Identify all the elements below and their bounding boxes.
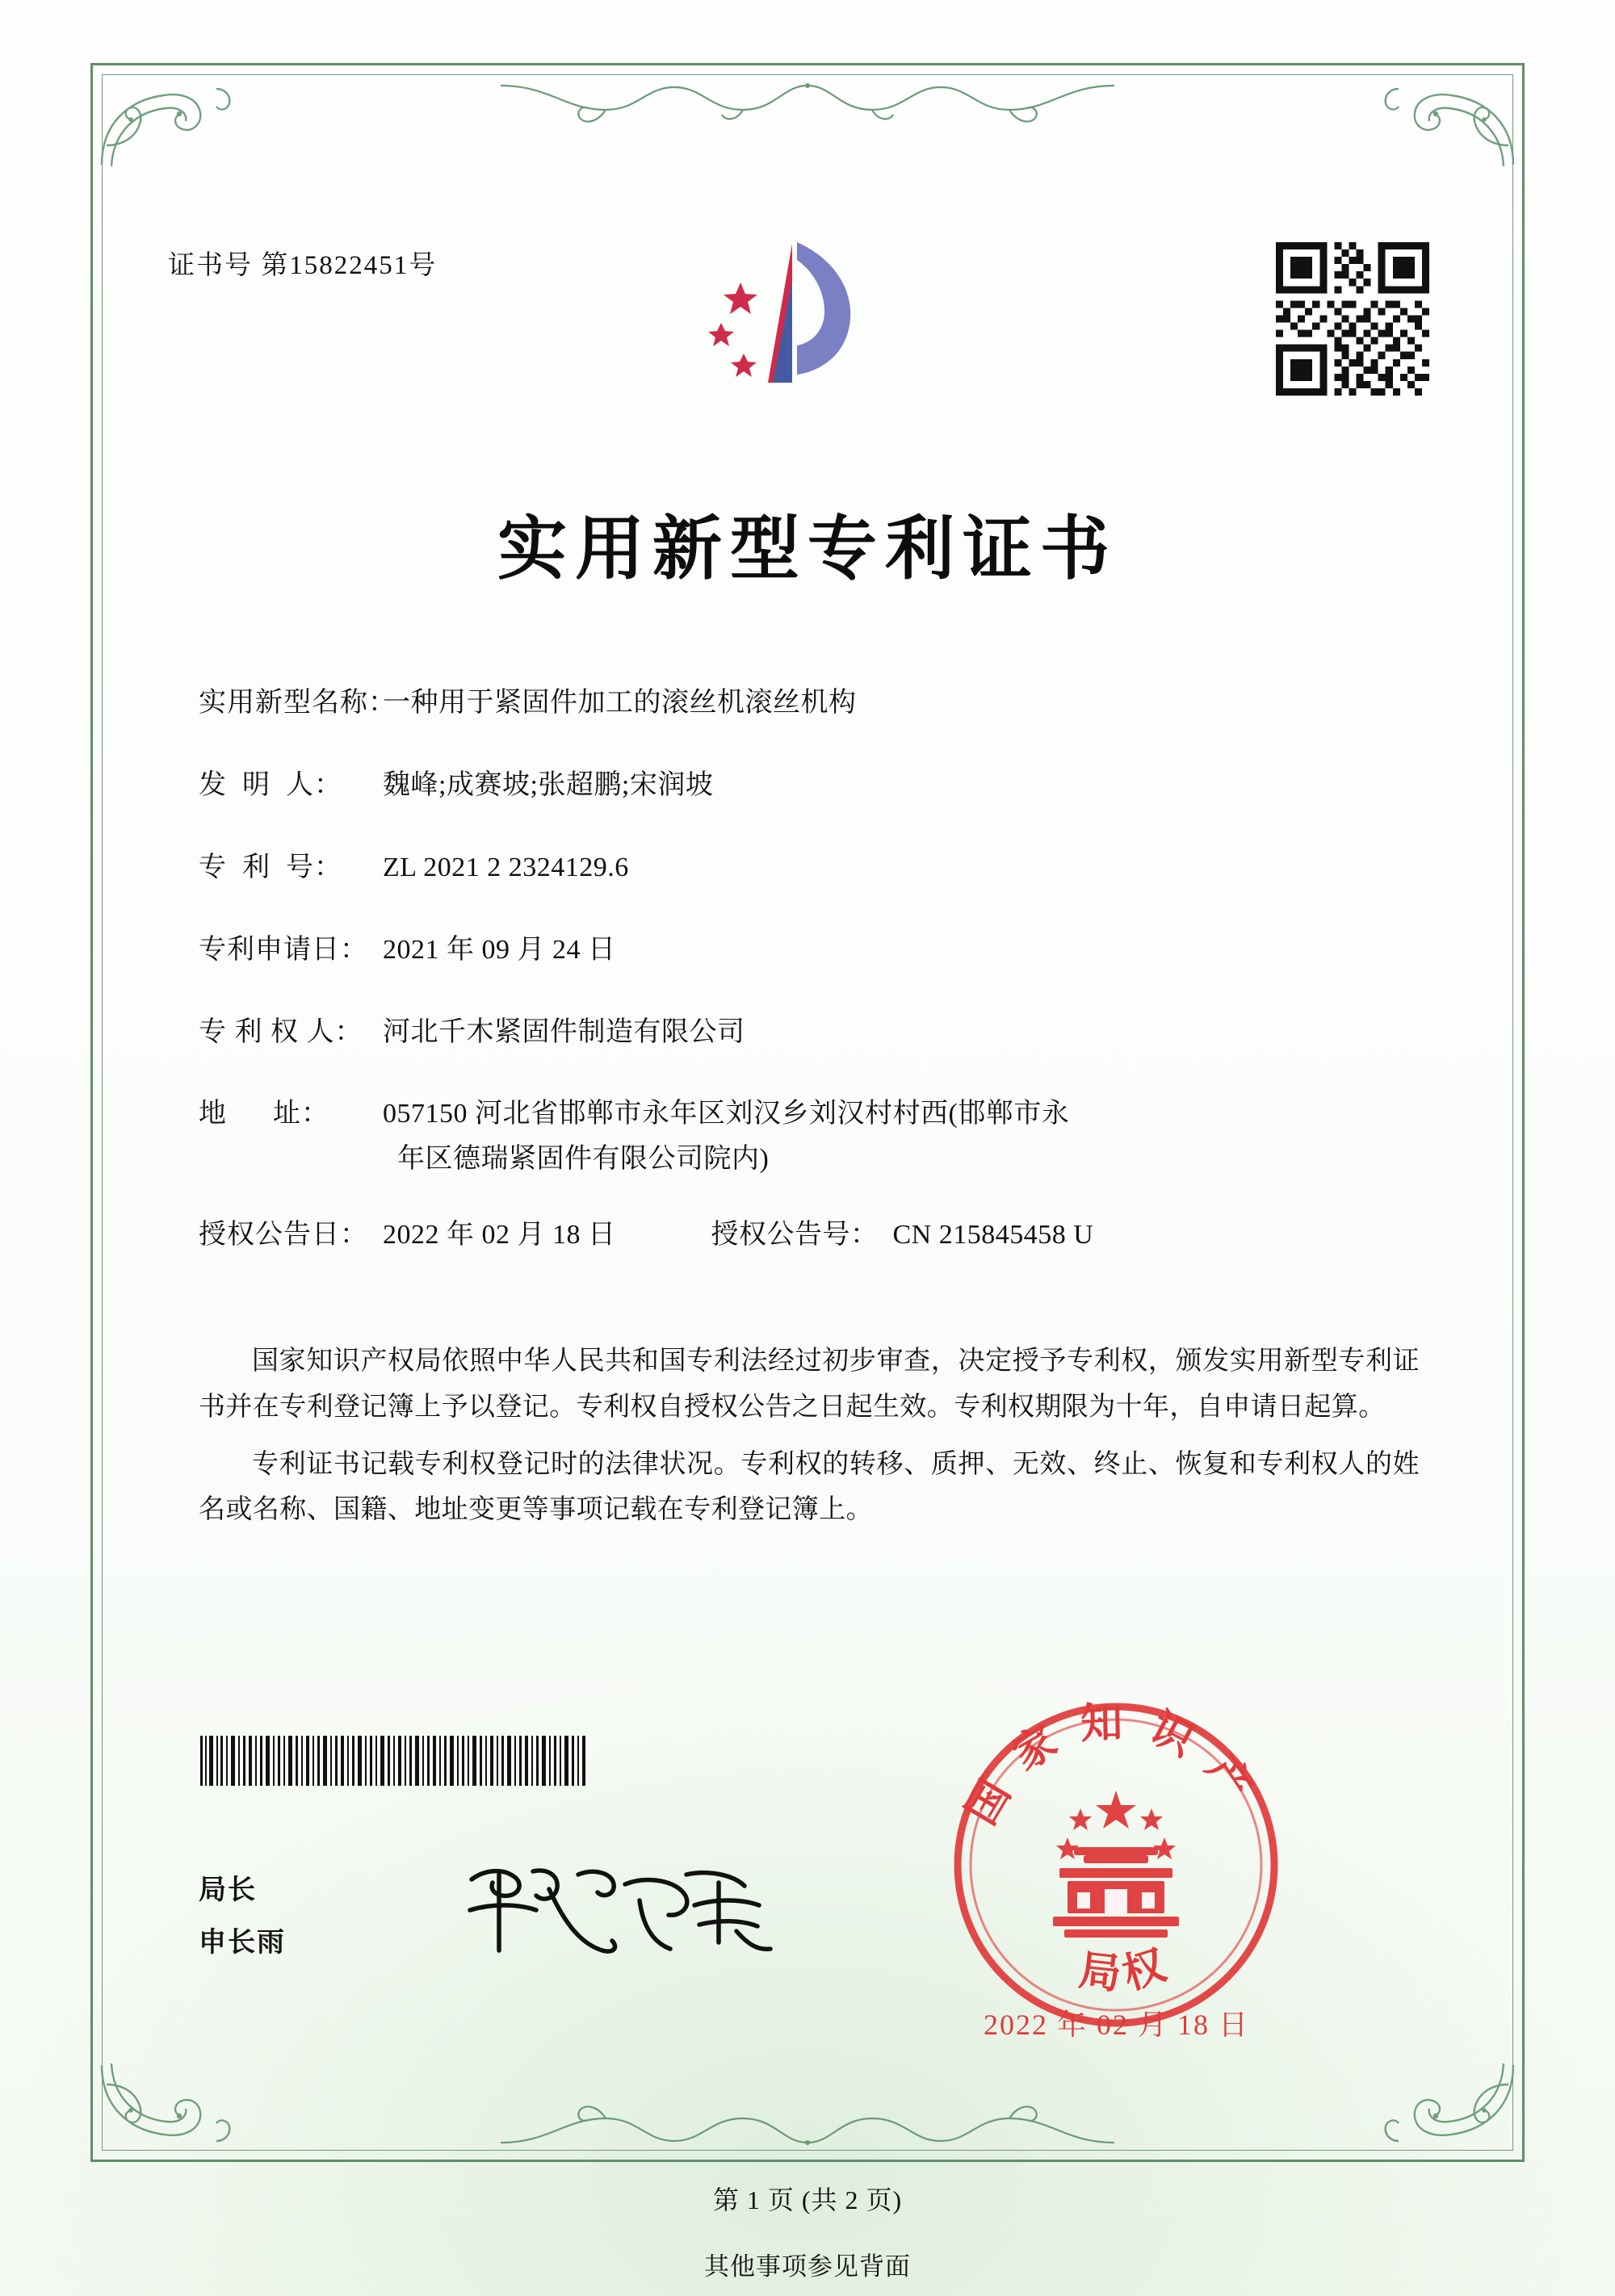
address-line-1: 057150 河北省邯郸市永年区刘汉乡刘汉村村西(邯郸市永 <box>383 1099 1070 1129</box>
corner-ornament-icon <box>95 68 249 173</box>
legal-paragraph-1: 国家知识产权局依照中华人民共和国专利法经过初步审查，决定授予专利权，颁发实用新型专利证书并在专利登记簿上予以登记。专利权自授权公告之日起生效。专利权期限为十年，自申请日起算。 <box>199 1347 1420 1422</box>
field-label: 地 址： <box>199 1099 329 1129</box>
field-value: 一种用于紧固件加工的滚丝机滚丝机构 <box>383 688 857 718</box>
svg-text:国家知识产: 国家知识产 <box>959 1700 1271 1833</box>
field-value: ZL 2021 2 2324129.6 <box>383 852 629 882</box>
legal-text <box>199 1339 1420 1544</box>
field-label: 专利申请日： <box>199 934 368 965</box>
announcement-number-value: CN 215845458 U <box>892 1220 1094 1251</box>
legal-paragraph-2: 专利证书记载专利权登记时的法律状况。专利权的转移、质押、无效、终止、恢复和专利权人的姓名或名称、国籍、地址变更等事项记载在专利登记簿上。 <box>199 1449 1420 1525</box>
svg-text:局权: 局权 <box>1076 1940 1179 2000</box>
field-application-date <box>199 932 1418 969</box>
field-patent-number <box>199 849 1418 886</box>
director-title-label: 局长 <box>199 1875 257 1905</box>
cnipa-logo-icon <box>690 233 900 406</box>
field-label: 实用新型名称： <box>199 688 396 718</box>
field-label: 专 利 号： <box>199 852 342 882</box>
field-utility-model-name <box>199 685 1418 722</box>
announcement-date-value: 2022 年 02 月 18 日 <box>383 1220 616 1251</box>
certificate-number: 证书号 第15822451号 <box>168 251 438 280</box>
corner-ornament-icon <box>1366 2057 1520 2162</box>
page-indicator: 第 1 页 (共 2 页) <box>712 2185 903 2214</box>
signature-block <box>199 1865 286 1969</box>
field-value: 2021 年 09 月 24 日 <box>383 934 616 965</box>
field-inventors <box>199 767 1418 804</box>
address-line-2: 年区德瑞紧固件有限公司院内) <box>397 1144 770 1175</box>
director-name-label: 申长雨 <box>199 1927 286 1958</box>
qr-code-icon <box>1276 242 1429 396</box>
field-label: 专 利 权 人： <box>199 1016 363 1047</box>
seal-date: 2022 年 02 月 18 日 <box>984 2009 1250 2041</box>
corner-ornament-icon <box>1366 68 1520 173</box>
certificate-fields <box>199 685 1418 1299</box>
field-address <box>199 1096 1418 1178</box>
field-value: 河北千木紧固件制造有限公司 <box>383 1016 745 1047</box>
official-seal-icon <box>946 1695 1286 2034</box>
barcode-icon <box>199 1736 610 1786</box>
field-patentee <box>199 1014 1418 1051</box>
page-title: 实用新型专利证书 <box>497 510 1118 588</box>
announcement-number-label: 授权公告号： <box>711 1220 879 1251</box>
field-value: 魏峰;成赛坡;张超鹏;宋润坡 <box>383 769 714 800</box>
top-border-ornament-icon <box>501 69 1114 139</box>
field-announcement <box>199 1217 1418 1254</box>
back-side-note: 其他事项参见背面 <box>704 2252 911 2281</box>
field-value <box>383 1096 1418 1178</box>
field-label: 发 明 人： <box>199 769 342 800</box>
announcement-date-label: 授权公告日： <box>199 1220 368 1251</box>
corner-ornament-icon <box>95 2057 249 2162</box>
handwritten-signature-icon <box>452 1847 791 1968</box>
bottom-border-ornament-icon <box>501 2089 1114 2159</box>
